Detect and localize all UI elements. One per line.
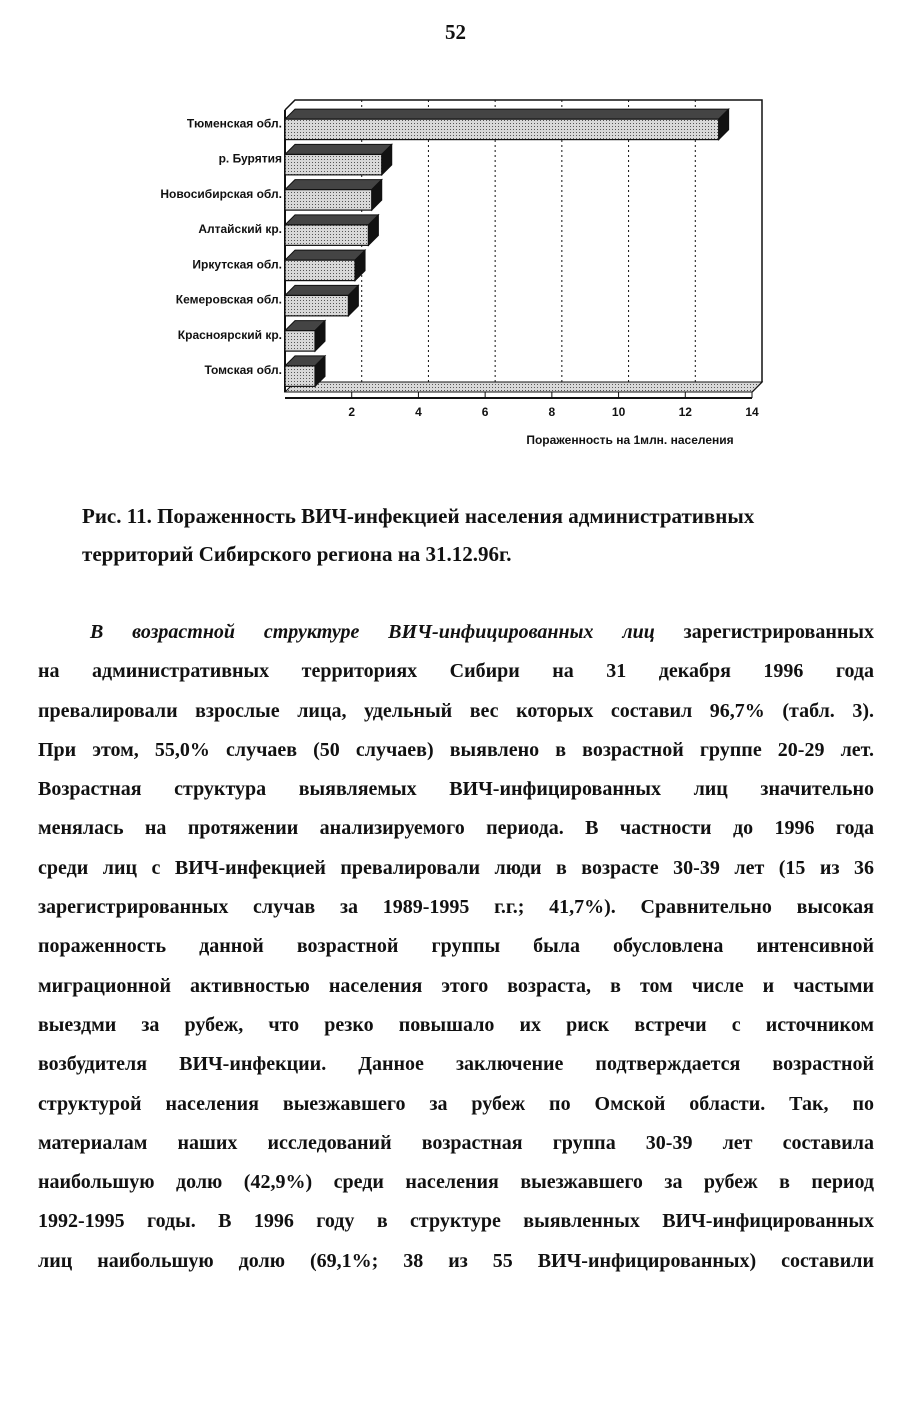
category-label: р. Бурятия — [218, 151, 282, 166]
bar — [285, 190, 372, 210]
x-axis-title: Пораженность на 1млн. населения — [526, 433, 734, 447]
bar-top-face — [285, 109, 729, 119]
category-label: Алтайский кр. — [198, 222, 282, 237]
paragraph-line: лиц наибольшую долю (69,1%; 38 из 55 ВИЧ-инфицированных) составили — [38, 1249, 874, 1272]
bar-top-face — [285, 285, 358, 295]
x-tick-label: 10 — [611, 405, 626, 419]
category-label: Новосибирская обл. — [160, 186, 282, 201]
paragraph-line: превалировали взрослые лица, удельный вес которых составил 96,7% (табл. 3). — [38, 699, 874, 722]
paragraph-first-line — [38, 613, 874, 652]
caption-line: территорий Сибирского региона на 31.12.96г. — [82, 542, 512, 566]
category-label: Томская обл. — [204, 363, 282, 378]
bar — [285, 366, 315, 386]
chart-frame — [285, 100, 762, 392]
paragraph-line: возбудителя ВИЧ-инфекции. Данное заключение подтверждается возрастной — [38, 1053, 874, 1076]
paragraph-line: миграционной активностью населения этого возраста, в том числе и частыми — [38, 974, 874, 997]
italic-lead: В возрастной структуре ВИЧ-инфицированных лиц — [90, 621, 655, 643]
paragraph-line: материалам наших исследований возрастная группа 30-39 лет составила — [38, 1131, 874, 1154]
bar-chart — [0, 90, 911, 460]
chart-floor — [285, 382, 762, 392]
x-tick-label: 12 — [678, 405, 692, 419]
bar-top-face — [285, 250, 365, 260]
bar — [285, 260, 355, 280]
category-label: Тюменская обл. — [186, 116, 282, 131]
chart-svg — [0, 90, 911, 460]
category-label: Красноярский кр. — [177, 327, 282, 342]
bar — [285, 295, 348, 315]
bar-top-face — [285, 180, 382, 190]
bar-top-face — [285, 144, 392, 154]
bar-top-face — [285, 215, 378, 225]
x-tick-label: 6 — [481, 405, 489, 419]
paragraph-line: структурой населения выезжавшего за рубеж по Омской области. Так, по — [38, 1092, 874, 1115]
x-tick-label: 4 — [415, 405, 422, 419]
lead-rest: зарегистрированных — [654, 621, 874, 643]
paragraph-line: зарегистрированных случав за 1989-1995 г.г.; 41,7%). Сравнительно высокая — [38, 896, 874, 919]
paragraph-line: При этом, 55,0% случаев (50 случаев) выявлено в возрастной группе 20-29 лет. — [38, 738, 874, 761]
x-tick-label: 14 — [745, 405, 759, 419]
paragraph-line: Возрастная структура выявляемых ВИЧ-инфицированных лиц значительно — [38, 778, 874, 801]
page-number: 52 — [445, 20, 466, 44]
paragraph-line: менялась на протяжении анализируемого периода. В частности до 1996 года — [38, 817, 874, 840]
figure-caption — [82, 497, 852, 573]
paragraph-line: наибольшую долю (42,9%) среди населения выезжавшего за рубеж в период — [38, 1171, 874, 1194]
bar — [285, 119, 719, 139]
paragraph-line: пораженность данной возрастной группы была обусловлена интенсивной — [38, 935, 874, 958]
bar — [285, 154, 382, 174]
category-label: Кемеровская обл. — [175, 292, 282, 307]
paragraph-line: выездми за рубеж, что резко повышало их риск встречи с источником — [38, 1013, 874, 1036]
body-paragraph — [38, 613, 874, 1281]
paragraph-line: 1992-1995 годы. В 1996 году в структуре выявленных ВИЧ-инфицированных — [38, 1210, 874, 1233]
x-tick-label: 2 — [348, 405, 356, 419]
paragraph-line: на административных территориях Сибири на 31 декабря 1996 года — [38, 660, 874, 683]
category-label: Иркутская обл. — [192, 257, 282, 272]
bar — [285, 225, 368, 245]
x-tick-label: 8 — [548, 405, 556, 419]
paragraph-line: среди лиц с ВИЧ-инфекцией превалировали люди в возрасте 30-39 лет (15 из 36 — [38, 856, 874, 879]
caption-line: Рис. 11. Пораженность ВИЧ-инфекцией населения административных — [82, 504, 755, 528]
bar — [285, 331, 315, 351]
